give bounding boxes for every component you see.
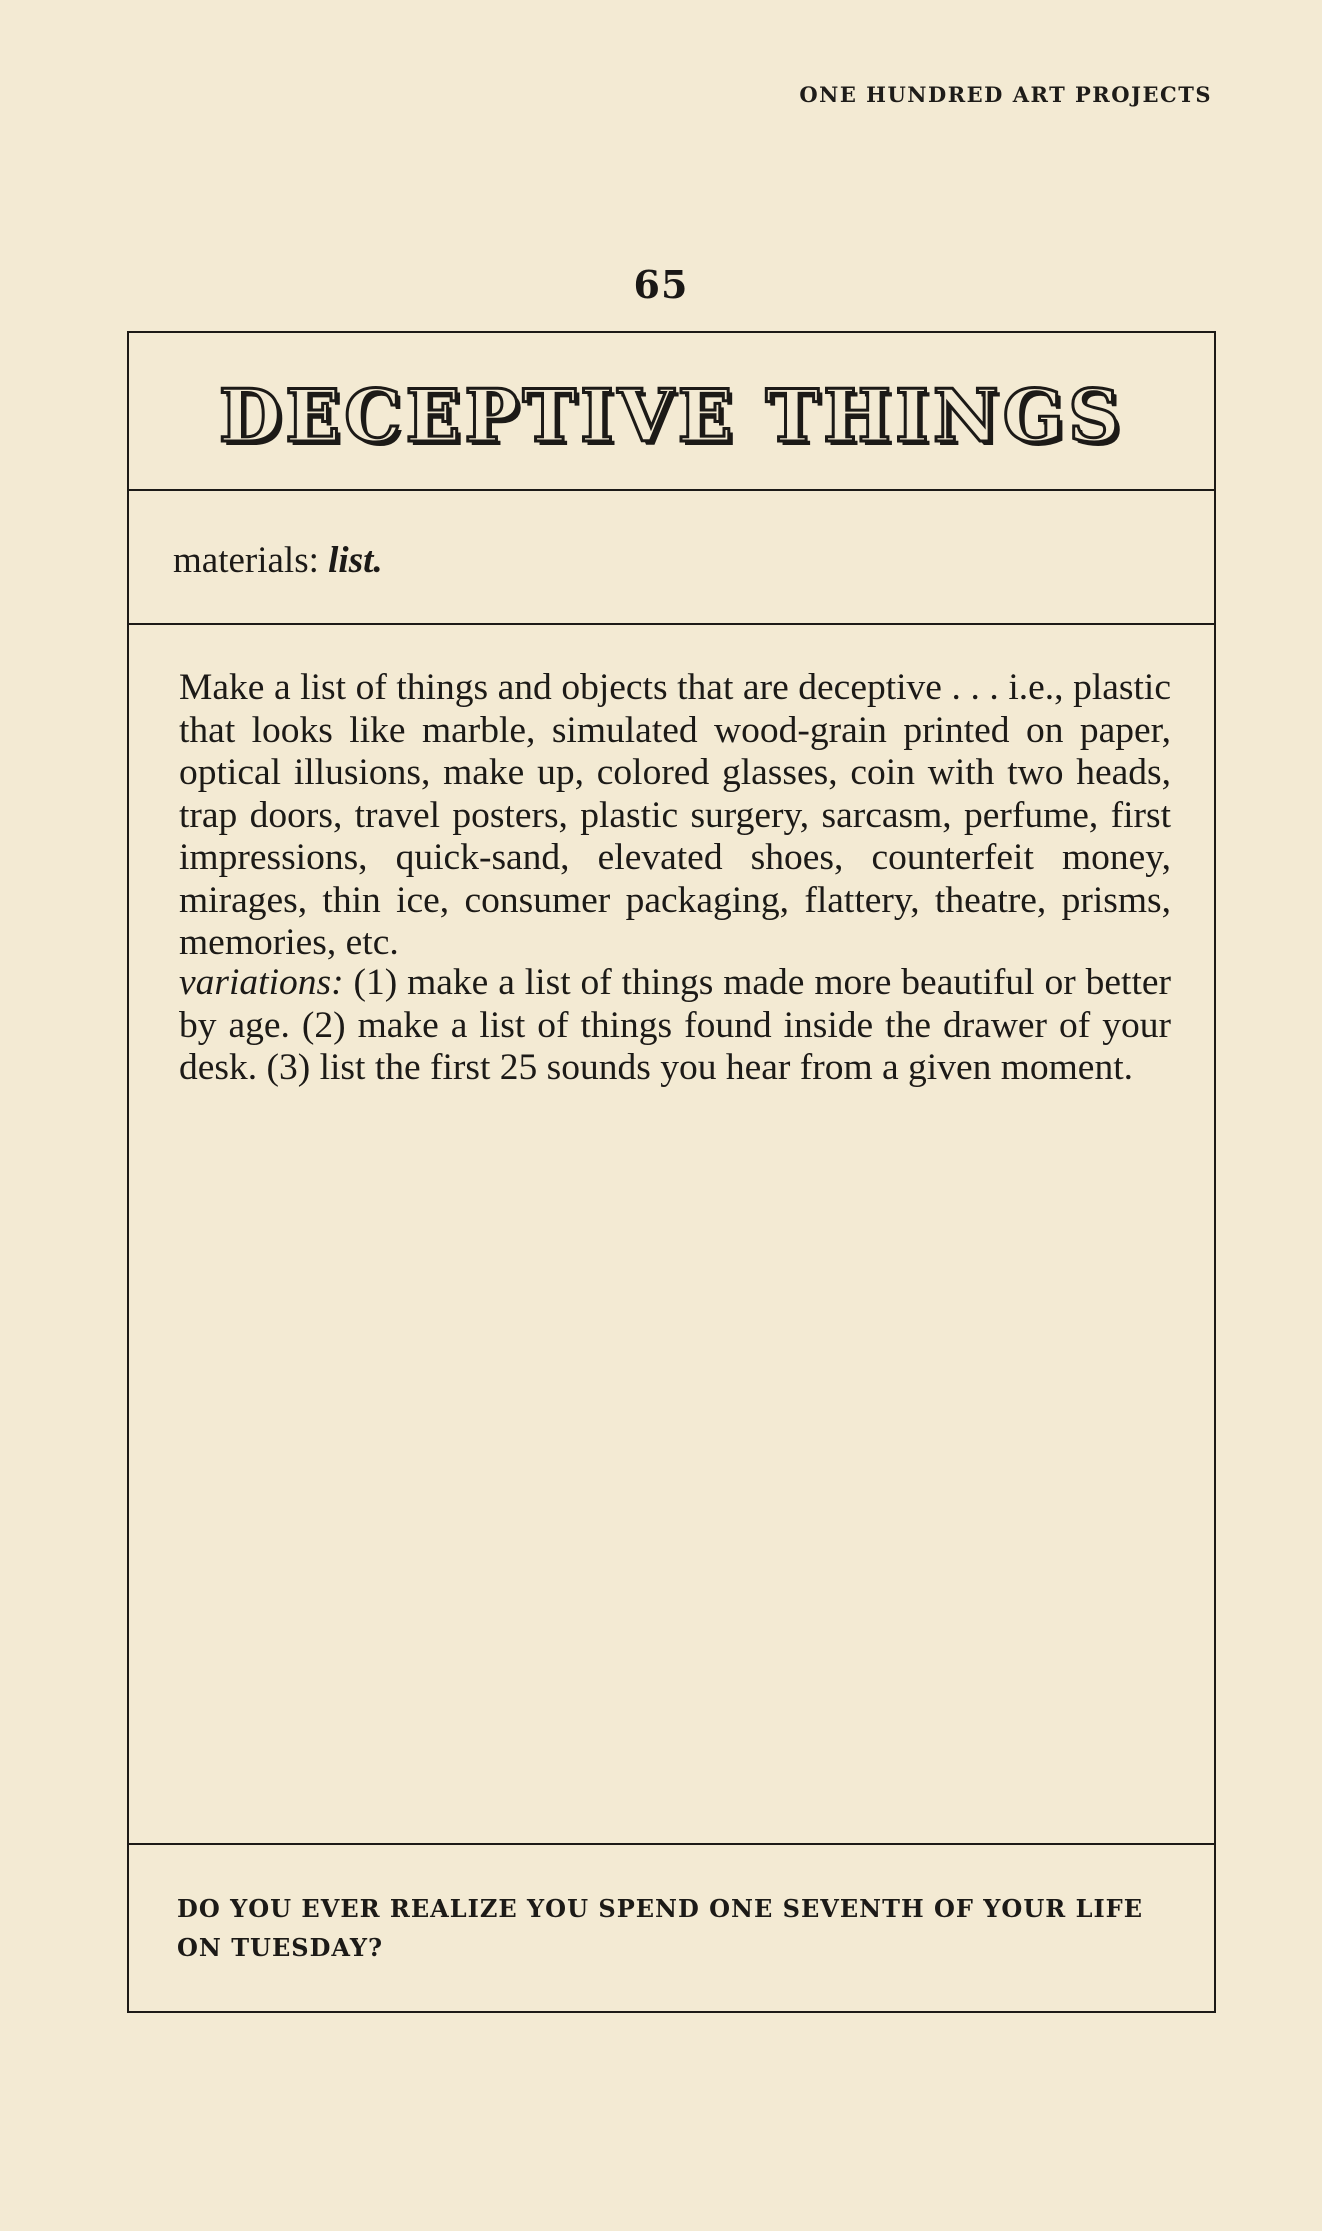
project-title: DECEPTIVE THINGS [218, 372, 1125, 458]
project-number: 65 [633, 262, 689, 307]
instructions-text: Make a list of things and objects that are deceptive . . . i.e., plastic that looks like marble, simulated wood-grain printed on paper, optical illusions, make up, colored glasses, coin with two heads, trap doors, travel posters, plastic surgery, sarcasm, perfume, first impressions, quick-sand, elevated shoes, counterfeit money, mirages, thin ice, consumer packaging, flattery, theatre, prisms, memories, etc. [179, 667, 1171, 963]
instructions-section [129, 627, 1214, 1845]
variations-text: (1) make a list of things made more beautiful or better by age. (2) make a list of things found inside the drawer of your desk. (3) list the first 25 sounds you hear from a given moment. [179, 962, 1171, 1088]
variations-paragraph [179, 962, 1171, 1090]
footer-section [129, 1847, 1214, 2011]
running-head: ONE HUNDRED ART PROJECTS [799, 82, 1212, 107]
materials-line [173, 539, 383, 582]
title-section [129, 333, 1214, 491]
materials-value: list. [328, 540, 383, 581]
project-card [127, 331, 1216, 2013]
materials-section [129, 491, 1214, 625]
materials-label: materials: [173, 540, 319, 581]
footer-question: DO YOU EVER REALIZE YOU SPEND ONE SEVENTH OF YOUR LIFE ON TUESDAY? [177, 1894, 1143, 1962]
variations-label: variations: [179, 962, 344, 1003]
